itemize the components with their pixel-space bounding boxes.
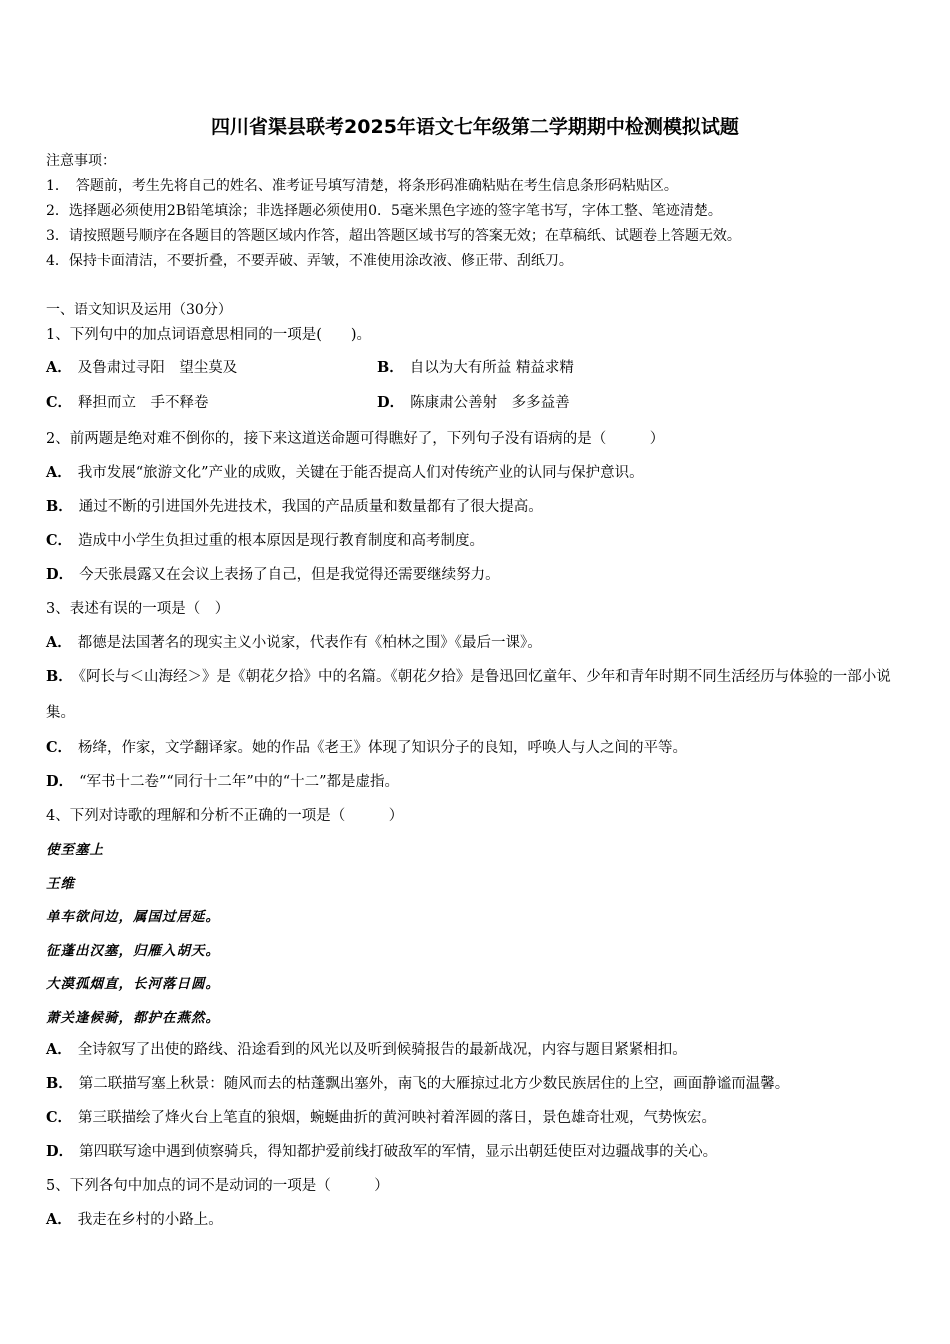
option-text: 今天张晨露又在会议上表扬了自己，但是我觉得还需要继续努力。	[79, 567, 500, 583]
notice-item: 4．保持卡面清洁，不要折叠，不要弄破、弄皱，不准使用涂改液、修正带、刮纸刀。	[46, 253, 573, 269]
q4-option-c	[46, 1108, 716, 1128]
q1-option-a	[46, 358, 237, 378]
poem-author: 王维	[46, 876, 75, 892]
question-2-stem: 2、前两题是绝对难不倒你的，接下来这道送命题可得瞧好了，下列句子没有语病的是（ ）	[46, 431, 665, 447]
option-text: “军书十二卷”“同行十二年”中的“十二”都是虚指。	[79, 774, 400, 790]
notice-item: 3．请按照题号顺序在各题目的答题区域内作答，超出答题区域书写的答案无效；在草稿纸、试题卷上答题无效。	[46, 228, 741, 244]
option-label: A．	[46, 1211, 72, 1228]
option-label: C．	[46, 739, 73, 756]
option-label: B．	[46, 668, 73, 685]
section-heading: 一、语文知识及运用（30分）	[46, 302, 232, 318]
q1-option-c	[46, 393, 209, 413]
option-text: 第二联描写塞上秋景：随风而去的枯蓬飘出塞外，南飞的大雁掠过北方少数民族居住的上空，画面静谧而温馨。	[78, 1076, 790, 1092]
q3-option-d	[46, 772, 399, 792]
option-label: D．	[46, 773, 74, 790]
option-label: A．	[46, 359, 72, 376]
option-text: 第三联描绘了烽火台上笔直的狼烟，蜿蜒曲折的黄河映衬着浑圆的落日，景色雄奇壮观，气势恢宏。	[78, 1110, 717, 1126]
q2-option-c	[46, 531, 484, 551]
option-text: 通过不断的引进国外先进技术，我国的产品质量和数量都有了很大提高。	[78, 499, 543, 515]
poem-line: 单车欲问边，属国过居延。	[46, 909, 220, 925]
option-text: 都德是法国著名的现实主义小说家，代表作有《柏林之围》《最后一课》。	[77, 635, 542, 651]
poem-title: 使至塞上	[46, 842, 104, 858]
option-text: 《阿长与＜山海经＞》是《朝花夕拾》中的名篇。《朝花夕拾》是鲁迅回忆童年、少年和青年时期不同生活经历与体验的一部小说集。	[46, 669, 891, 721]
option-text: 杨绛，作家，文学翻译家。她的作品《老王》体现了知识分子的良知，呼唤人与人之间的平等。	[78, 740, 688, 756]
option-label: A．	[46, 1041, 72, 1058]
q3-option-c	[46, 738, 687, 758]
q3-option-b	[46, 659, 908, 731]
option-text: 全诗叙写了出使的路线、沿途看到的风光以及听到候骑报告的最新战况，内容与题目紧紧相扣。	[77, 1042, 687, 1058]
option-text: 及鲁肃过寻阳 望尘莫及	[77, 360, 238, 376]
q4-option-d	[46, 1142, 717, 1162]
notice-heading: 注意事项：	[46, 153, 116, 169]
option-label: A．	[46, 634, 72, 651]
question-5-stem: 5、下列各句中加点的词不是动词的一项是（ ）	[46, 1178, 389, 1194]
option-text: 我市发展“旅游文化”产业的成败，关键在于能否提高人们对传统产业的认同与保护意识。	[77, 465, 644, 481]
question-3-stem: 3、表述有误的一项是（ ）	[46, 601, 230, 617]
option-text: 第四联写途中遇到侦察骑兵，得知都护爱前线打破敌军的军情，显示出朝廷使臣对边疆战事的关心。	[79, 1144, 718, 1160]
option-label: A．	[46, 464, 72, 481]
option-label: C．	[46, 532, 73, 549]
q2-option-b	[46, 497, 543, 517]
option-text: 陈康肃公善射 多多益善	[410, 395, 570, 411]
poem-line: 大漠孤烟直，长河落日圆。	[46, 976, 220, 992]
q3-option-a	[46, 633, 542, 653]
option-text: 我走在乡村的小路上。	[77, 1212, 223, 1228]
option-label: D．	[377, 394, 405, 411]
notice-item: 2．选择题必须使用2B铅笔填涂；非选择题必须使用0．5毫米黑色字迹的签字笔书写，字体工整、笔迹清楚。	[46, 203, 722, 219]
q4-option-b	[46, 1074, 789, 1094]
option-label: C．	[46, 1109, 73, 1126]
option-text: 造成中小学生负担过重的根本原因是现行教育制度和高考制度。	[78, 533, 485, 549]
q2-option-a	[46, 463, 644, 483]
notice-item: 1． 答题前，考生先将自己的姓名、准考证号填写清楚，将条形码准确粘贴在考生信息条形码粘贴区。	[46, 178, 678, 194]
option-label: D．	[46, 566, 74, 583]
q5-option-a	[46, 1210, 223, 1230]
q2-option-d	[46, 565, 500, 585]
page-title: 四川省渠县联考2025年语文七年级第二学期期中检测模拟试题	[211, 116, 739, 138]
poem-line: 萧关逢候骑，都护在燕然。	[46, 1010, 220, 1026]
option-text: 自以为大有所益 精益求精	[409, 360, 574, 376]
q4-option-a	[46, 1040, 687, 1060]
option-label: B．	[377, 359, 404, 376]
q1-option-d	[377, 393, 570, 413]
option-label: B．	[46, 1075, 73, 1092]
option-label: D．	[46, 1143, 74, 1160]
question-1-stem: 1、下列句中的加点词语意思相同的一项是( )。	[46, 327, 372, 343]
question-4-stem: 4、下列对诗歌的理解和分析不正确的一项是（ ）	[46, 808, 404, 824]
option-label: C．	[46, 394, 73, 411]
poem-line: 征蓬出汉塞，归雁入胡天。	[46, 943, 220, 959]
option-text: 释担而立 手不释卷	[78, 395, 209, 411]
q1-option-b	[377, 358, 574, 378]
option-label: B．	[46, 498, 73, 515]
